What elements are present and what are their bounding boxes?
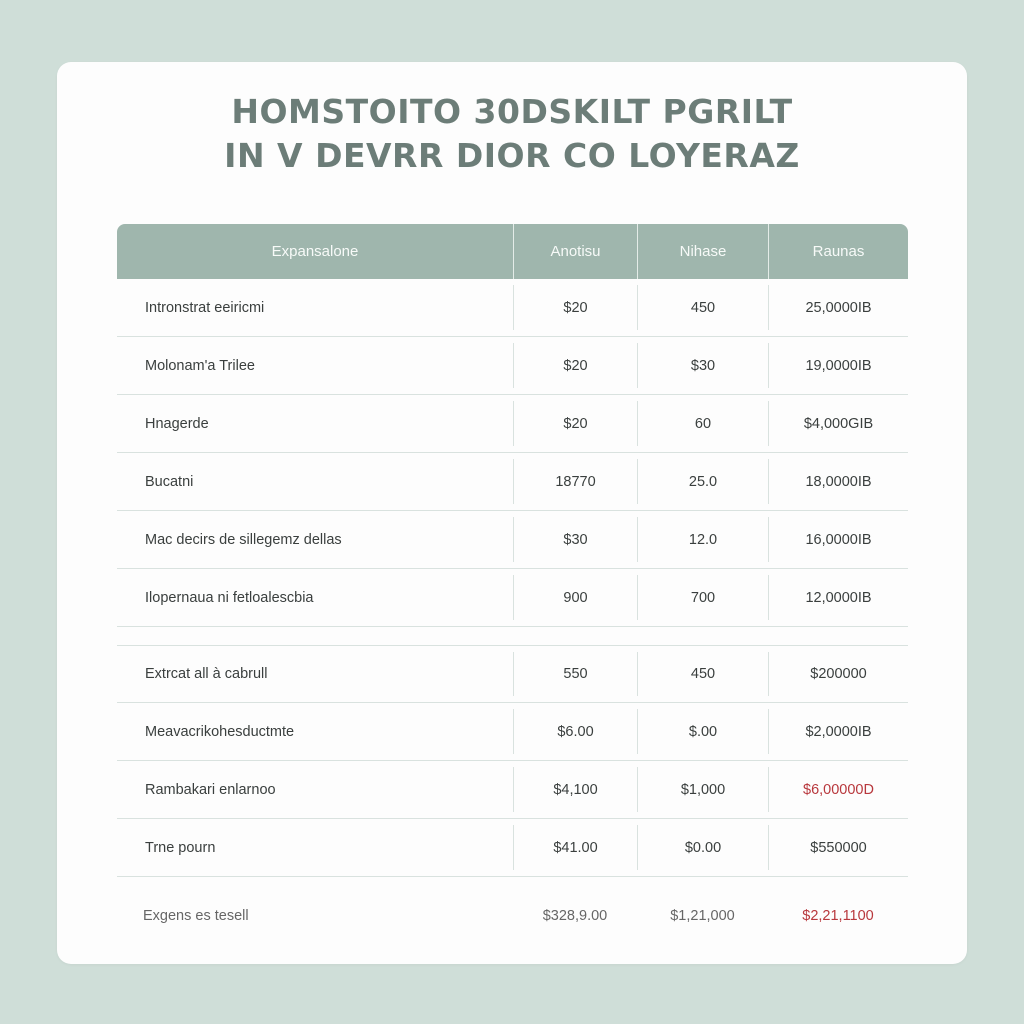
title-line-1: HOMSTOITO 30DSKILT PGRILT xyxy=(231,92,793,131)
row-label: Meavacrikohesductmte xyxy=(145,723,295,740)
cell: $1,000 xyxy=(637,767,768,812)
cell: $6.00 xyxy=(513,709,637,754)
table-row xyxy=(117,337,908,395)
row-label: Rambakari enlarnoo xyxy=(145,781,276,798)
row-label: Intronstrat eeiricmi xyxy=(145,299,265,316)
cell: 450 xyxy=(637,652,768,696)
cell: 18,0000IB xyxy=(768,459,908,504)
table-row xyxy=(117,453,908,511)
cell: $20 xyxy=(513,285,637,330)
cell: 900 xyxy=(513,575,637,620)
table-row xyxy=(117,819,908,877)
cell: 18770 xyxy=(513,459,637,504)
cell: $4,100 xyxy=(513,767,637,812)
cell: 12.0 xyxy=(637,517,768,562)
cell: $4,000GIB xyxy=(768,401,908,446)
cell: $41.00 xyxy=(513,825,637,870)
cell: $2,0000IB xyxy=(768,709,908,754)
row-label: Mac decirs de sillegemz dellas xyxy=(145,531,342,548)
total-label: Exgens es tesell xyxy=(143,908,249,924)
total-row xyxy=(117,877,908,955)
cell: 12,0000IB xyxy=(768,575,908,620)
expense-table xyxy=(117,224,908,955)
header-col-2: Anotisu xyxy=(513,224,637,279)
cell: 25,0000IB xyxy=(768,285,908,330)
cell: 450 xyxy=(637,285,768,330)
header-col-4: Raunas xyxy=(768,224,908,279)
table-row xyxy=(117,511,908,569)
table-row xyxy=(117,279,908,337)
cell: $200000 xyxy=(768,652,908,696)
cell: $20 xyxy=(513,343,637,388)
total-cell: $1,21,000 xyxy=(670,908,735,924)
cell: $30 xyxy=(513,517,637,562)
table-row xyxy=(117,645,908,703)
cell: $550000 xyxy=(768,825,908,870)
cell: 25.0 xyxy=(637,459,768,504)
cell: 550 xyxy=(513,652,637,696)
table-row xyxy=(117,761,908,819)
cell-highlight: $6,00000D xyxy=(768,767,908,812)
title-line-2: IN V DEVRR DIOR CO LOYERAZ xyxy=(224,136,800,175)
report-card xyxy=(57,62,967,964)
cell: 60 xyxy=(637,401,768,446)
cell: 19,0000IB xyxy=(768,343,908,388)
total-cell-highlight: $2,21,1100 xyxy=(802,908,874,924)
cell: 16,0000IB xyxy=(768,517,908,562)
row-label: Bucatni xyxy=(145,473,194,490)
cell: 700 xyxy=(637,575,768,620)
table-row xyxy=(117,569,908,627)
row-label: Ilopernaua ni fetloalescbia xyxy=(145,589,314,606)
cell: $30 xyxy=(637,343,768,388)
cell: $.00 xyxy=(637,709,768,754)
cell: $20 xyxy=(513,401,637,446)
table-row xyxy=(117,395,908,453)
total-cell: $328,9.00 xyxy=(542,908,608,924)
header-col-3: Nihase xyxy=(637,224,768,279)
table-row xyxy=(117,703,908,761)
row-label: Trne pourn xyxy=(145,839,216,856)
row-label: Hnagerde xyxy=(145,415,209,432)
row-label: Molonam'a Trilee xyxy=(145,357,255,374)
page-title xyxy=(57,90,967,178)
row-label: Extrcat all à cabrull xyxy=(145,666,268,682)
cell: $0.00 xyxy=(637,825,768,870)
header-expense: Expansalone xyxy=(271,243,359,260)
table-header xyxy=(117,224,908,279)
